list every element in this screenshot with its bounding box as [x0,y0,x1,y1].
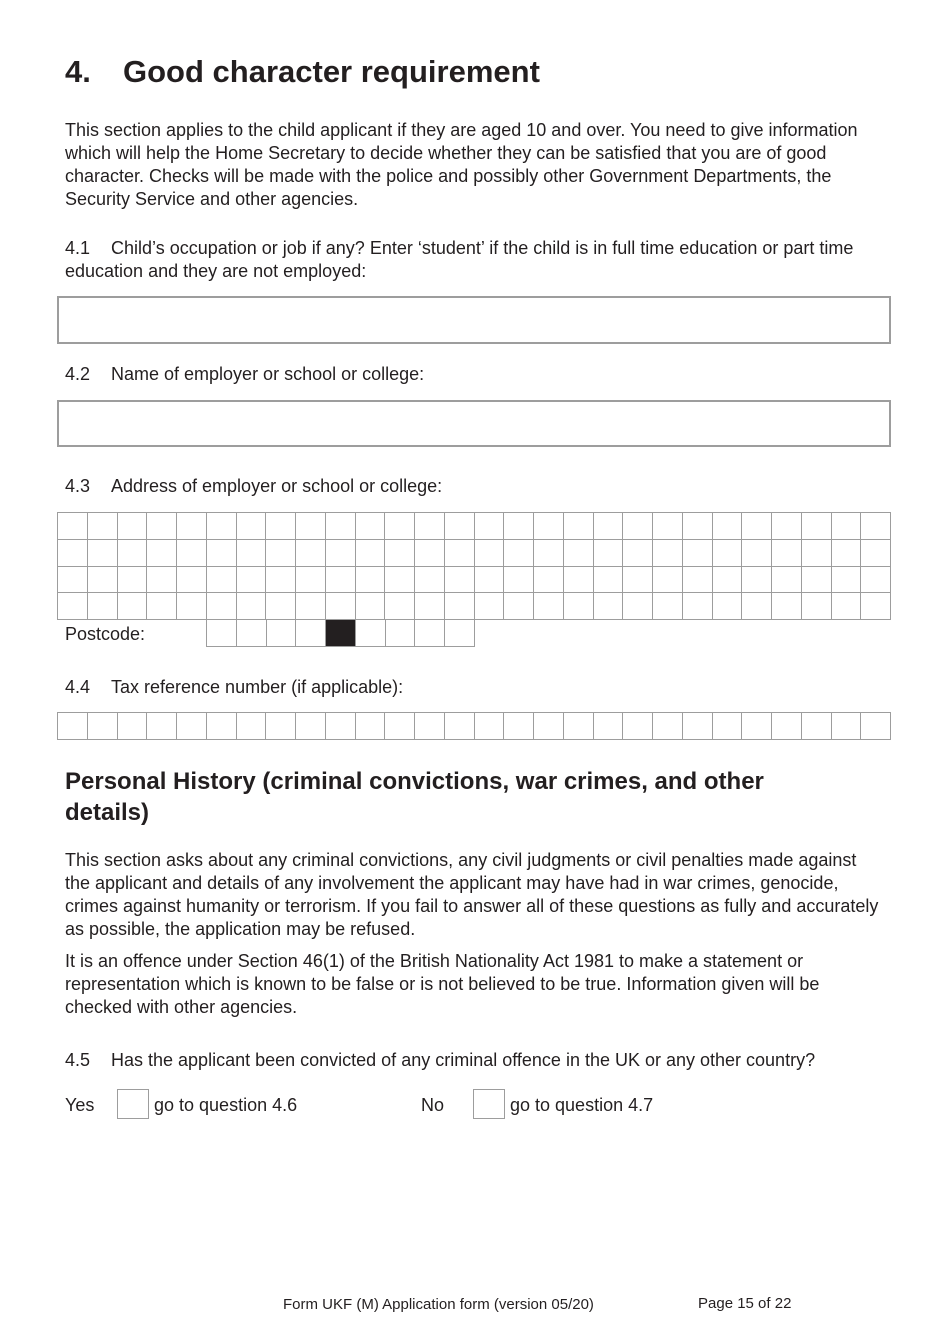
postcode-char-box[interactable] [296,620,326,647]
question-4-1 [65,237,880,283]
address-char-box[interactable] [683,540,713,567]
tax-ref-char-box[interactable] [237,713,267,740]
tax-ref-char-box[interactable] [683,713,713,740]
question-4-2 [65,363,880,386]
postcode-char-box[interactable] [415,620,445,647]
address-char-box[interactable] [266,540,296,567]
address-char-box[interactable] [266,593,296,620]
yes-goto-text: go to question 4.6 [154,1095,298,1115]
address-char-box[interactable] [861,513,891,540]
question-text: Tax reference number (if applicable): [111,677,404,697]
address-char-box[interactable] [475,567,505,594]
address-char-box[interactable] [504,593,534,620]
address-char-box[interactable] [713,593,743,620]
tax-ref-char-box[interactable] [861,713,891,740]
address-char-box[interactable] [742,540,772,567]
tax-ref-char-box[interactable] [534,713,564,740]
yes-checkbox[interactable] [117,1089,149,1119]
address-char-box[interactable] [683,567,713,594]
address-char-box[interactable] [88,567,118,594]
address-char-box[interactable] [237,593,267,620]
question-number: 4.4 [65,677,91,697]
address-char-box[interactable] [58,540,88,567]
question-number: 4.2 [65,364,91,384]
tax-ref-char-box[interactable] [296,713,326,740]
tax-ref-char-box[interactable] [564,713,594,740]
address-char-box[interactable] [415,567,445,594]
address-char-box[interactable] [594,593,624,620]
address-char-box[interactable] [534,567,564,594]
question-text: Name of employer or school or college: [111,364,425,384]
address-char-box[interactable] [772,567,802,594]
address-char-box[interactable] [653,513,683,540]
address-char-box[interactable] [534,513,564,540]
address-char-box[interactable] [742,593,772,620]
section-number: 4. [65,54,91,89]
address-char-box[interactable] [266,567,296,594]
address-char-box[interactable] [147,540,177,567]
address-char-box[interactable] [147,593,177,620]
address-char-box[interactable] [504,540,534,567]
occupation-field[interactable] [57,296,891,344]
tax-ref-char-box[interactable] [266,713,296,740]
no-label: No [421,1095,445,1115]
address-char-box[interactable] [326,513,356,540]
address-char-box[interactable] [534,540,564,567]
postcode-char-box [326,620,356,647]
address-char-box[interactable] [415,593,445,620]
personal-history-para-1: This section asks about any criminal convictions, any civil judgments or civil penalties made against the applicant and details of any involvement the applicant may have had in war crimes, genocide, crimes against humanity or terrorism. If you fail to answer all of these questions as fully and accurately as possible, the application may be refused. [65,850,879,939]
postcode-char-box[interactable] [356,620,386,647]
address-char-box[interactable] [832,540,862,567]
address-char-box[interactable] [296,540,326,567]
address-char-box[interactable] [653,567,683,594]
address-char-box[interactable] [296,593,326,620]
address-char-box[interactable] [385,540,415,567]
address-char-box[interactable] [177,567,207,594]
address-char-box[interactable] [385,567,415,594]
tax-ref-char-box[interactable] [177,713,207,740]
address-char-box[interactable] [772,540,802,567]
address-char-box[interactable] [385,593,415,620]
question-4-5 [65,1049,880,1072]
tax-ref-char-box[interactable] [713,713,743,740]
question-text: Address of employer or school or college: [111,476,443,496]
address-char-box[interactable] [326,567,356,594]
address-char-box[interactable] [594,540,624,567]
address-char-box[interactable] [445,593,475,620]
address-char-box[interactable] [802,593,832,620]
address-char-box[interactable] [534,593,564,620]
address-char-box[interactable] [564,513,594,540]
address-char-box[interactable] [713,567,743,594]
tax-ref-char-box[interactable] [594,713,624,740]
address-char-box[interactable] [296,513,326,540]
address-char-box[interactable] [683,593,713,620]
tax-reference-grid [57,712,891,740]
address-char-box[interactable] [623,593,653,620]
address-char-box[interactable] [742,513,772,540]
postcode-label: Postcode: [65,624,146,644]
footer-page-number: Page 15 of 22 [698,1295,792,1312]
address-char-box[interactable] [504,513,534,540]
address-char-box[interactable] [207,593,237,620]
address-char-box[interactable] [713,540,743,567]
address-char-box[interactable] [266,513,296,540]
tax-ref-char-box[interactable] [504,713,534,740]
postcode-char-box[interactable] [445,620,475,647]
address-char-box[interactable] [623,513,653,540]
address-char-box[interactable] [118,513,148,540]
tax-ref-char-box[interactable] [356,713,386,740]
address-char-box[interactable] [802,540,832,567]
address-char-box[interactable] [356,513,386,540]
address-char-box[interactable] [58,513,88,540]
address-char-box[interactable] [207,540,237,567]
question-number: 4.3 [65,476,91,496]
address-char-box[interactable] [772,513,802,540]
address-char-box[interactable] [683,513,713,540]
address-char-box[interactable] [832,567,862,594]
question-number: 4.5 [65,1050,91,1070]
address-char-box[interactable] [623,540,653,567]
address-char-box[interactable] [88,513,118,540]
tax-ref-char-box[interactable] [147,713,177,740]
address-char-box[interactable] [237,513,267,540]
no-checkbox[interactable] [473,1089,505,1119]
tax-ref-char-box[interactable] [832,713,862,740]
tax-ref-char-box[interactable] [445,713,475,740]
address-char-box[interactable] [594,513,624,540]
address-char-box[interactable] [564,567,594,594]
address-char-box[interactable] [326,540,356,567]
tax-ref-char-box[interactable] [58,713,88,740]
employer-name-field[interactable] [57,400,891,447]
address-char-box[interactable] [415,513,445,540]
address-char-box[interactable] [326,593,356,620]
personal-history-heading: Personal History (criminal convictions, war crimes, and other details) [65,768,764,826]
tax-ref-char-box[interactable] [623,713,653,740]
address-char-box[interactable] [296,567,326,594]
tax-ref-char-box[interactable] [772,713,802,740]
postcode-char-box[interactable] [237,620,267,647]
address-char-box[interactable] [237,567,267,594]
address-char-box[interactable] [653,593,683,620]
question-number: 4.1 [65,238,91,258]
address-char-box[interactable] [861,593,891,620]
address-char-box[interactable] [742,567,772,594]
address-char-box[interactable] [445,540,475,567]
question-4-4 [65,676,880,699]
personal-history-para-2: It is an offence under Section 46(1) of the British Nationality Act 1981 to make a statement or representation which is known to be false or is not believed to be true. Information given will be checked with other agencies. [65,951,820,1017]
address-char-box[interactable] [861,540,891,567]
address-char-box[interactable] [237,540,267,567]
tax-ref-char-box[interactable] [742,713,772,740]
address-char-box[interactable] [445,513,475,540]
question-text: Has the applicant been convicted of any criminal offence in the UK or any other country? [111,1050,816,1070]
address-char-box[interactable] [415,540,445,567]
yes-label: Yes [65,1095,95,1115]
address-char-box[interactable] [118,540,148,567]
tax-ref-char-box[interactable] [88,713,118,740]
address-char-box[interactable] [58,567,88,594]
address-char-box[interactable] [653,540,683,567]
address-char-box[interactable] [385,513,415,540]
address-char-box[interactable] [564,593,594,620]
tax-ref-char-box[interactable] [653,713,683,740]
address-char-box[interactable] [356,540,386,567]
tax-ref-char-box[interactable] [326,713,356,740]
address-char-box[interactable] [147,567,177,594]
tax-ref-char-box[interactable] [385,713,415,740]
address-char-box[interactable] [475,593,505,620]
address-char-box[interactable] [504,567,534,594]
address-char-box[interactable] [356,567,386,594]
address-char-box[interactable] [623,567,653,594]
address-grid [57,512,891,620]
address-char-box[interactable] [713,513,743,540]
address-char-box[interactable] [207,513,237,540]
section-heading [65,54,540,90]
address-char-box[interactable] [207,567,237,594]
address-char-box[interactable] [177,513,207,540]
postcode-char-box[interactable] [267,620,297,647]
address-char-box[interactable] [118,567,148,594]
address-char-box[interactable] [118,593,148,620]
address-char-box[interactable] [861,567,891,594]
address-char-box[interactable] [832,593,862,620]
postcode-grid [206,620,475,647]
address-char-box[interactable] [88,540,118,567]
section-title: Good character requirement [123,54,540,89]
tax-ref-char-box[interactable] [207,713,237,740]
address-char-box[interactable] [88,593,118,620]
address-char-box[interactable] [475,513,505,540]
address-char-box[interactable] [832,513,862,540]
no-goto-text: go to question 4.7 [510,1095,654,1115]
postcode-char-box[interactable] [386,620,416,647]
question-4-3 [65,475,880,498]
address-char-box[interactable] [445,567,475,594]
section-intro: This section applies to the child applicant if they are aged 10 and over. You need to give information which will help the Home Secretary to decide whether they can be satisfied that you are of good character. Checks will be made with the police and possibly other Government Departments, the Security Service and other agencies. [65,120,858,209]
address-char-box[interactable] [475,540,505,567]
address-char-box[interactable] [772,593,802,620]
address-char-box[interactable] [147,513,177,540]
postcode-char-box[interactable] [207,620,237,647]
address-char-box[interactable] [564,540,594,567]
address-char-box[interactable] [58,593,88,620]
address-char-box[interactable] [177,593,207,620]
address-char-box[interactable] [802,567,832,594]
footer-form-name: Form UKF (M) Application form (version 05/20) [283,1296,594,1313]
address-char-box[interactable] [802,513,832,540]
address-char-box[interactable] [594,567,624,594]
tax-ref-char-box[interactable] [415,713,445,740]
address-char-box[interactable] [356,593,386,620]
address-char-box[interactable] [177,540,207,567]
tax-ref-char-box[interactable] [118,713,148,740]
tax-ref-char-box[interactable] [802,713,832,740]
question-text: Child’s occupation or job if any? Enter ‘student’ if the child is in full time education or part time education and they are not employed: [65,238,854,281]
tax-ref-char-box[interactable] [475,713,505,740]
